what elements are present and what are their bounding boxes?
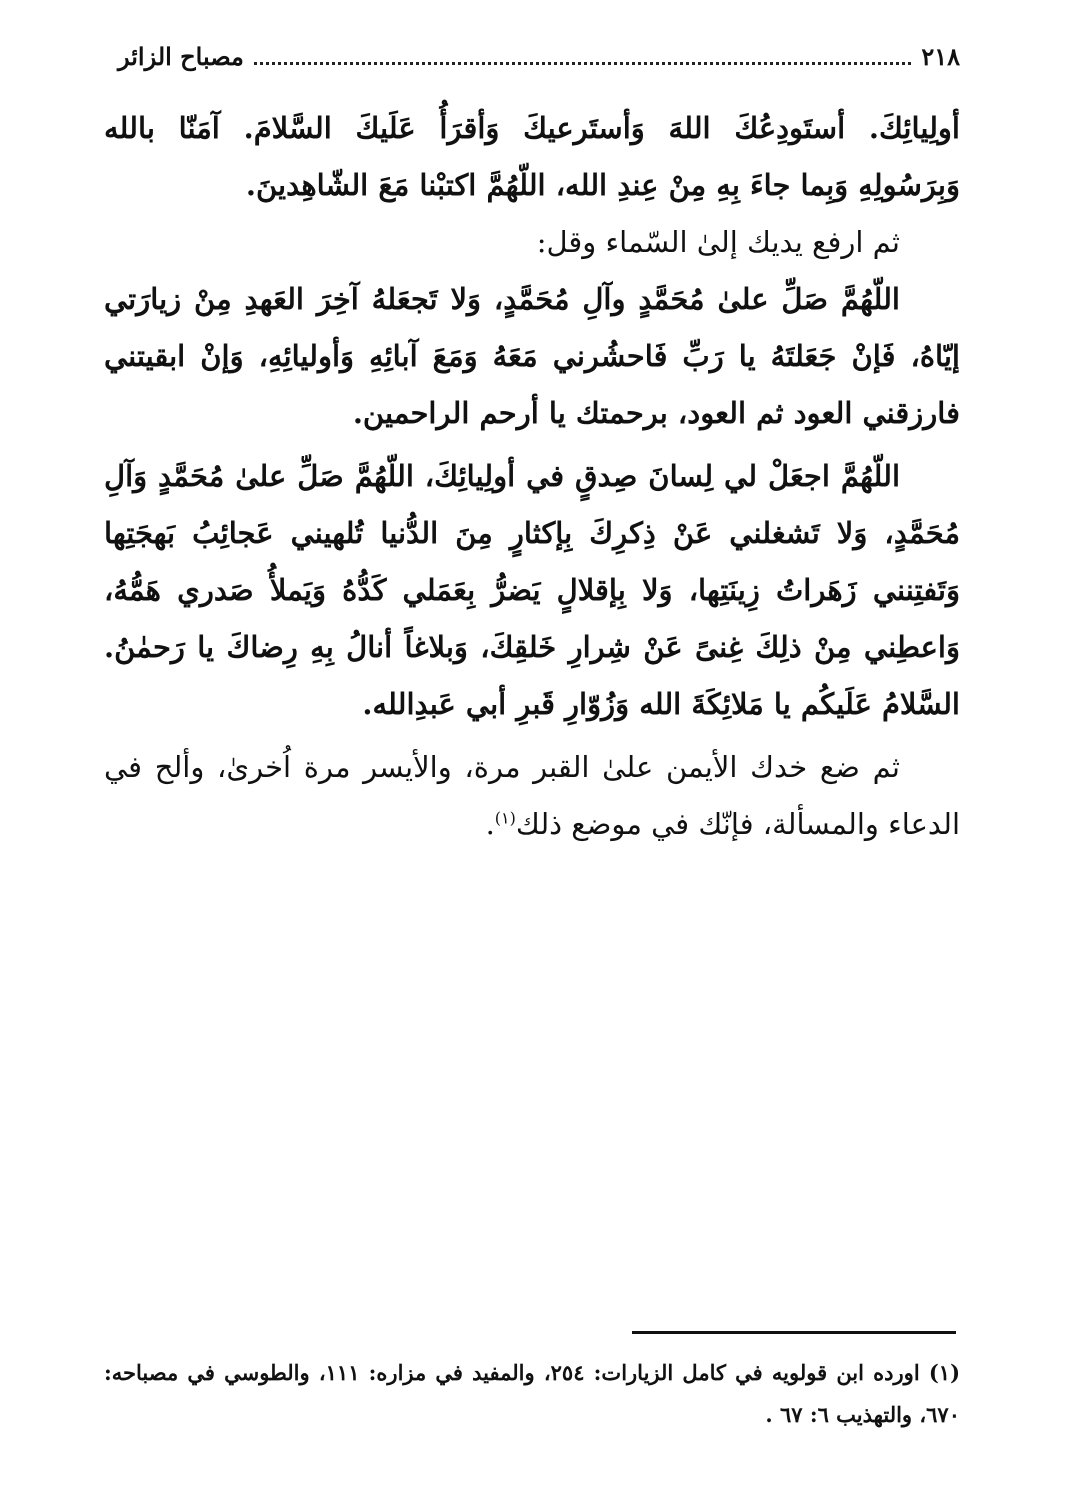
paragraph-instruction-cheek: ثم ضع خدك الأيمن علىٰ القبر مرة، والأيسر مرة اُخرىٰ، وألح في الدعاء والمسألة، فإنّك في موضع ذلك$^{(١)}$. [104,750,960,841]
book-title: مصباح الزائر [118,41,244,71]
paragraph-instruction-raise-hands: ثم ارفع يديك إلىٰ السّماء وقل: [536,225,900,259]
paragraph-prayer-return: اللّهُمَّ صَلِّ علىٰ مُحَمَّدٍ وآلِ مُحَمَّدٍ، وَلا تَجعَلهُ آخِرَ العَهدِ مِنْ زيارَتي إيّاهُ، فَإنْ جَعَلتَهُ يا رَبِّ فَاحشُرني مَعَهُ وَمَعَ آبائِهِ وَأوليائِهِ، وَإنْ ابقيتني فارزقني العود ثم العود، برحمتك يا أرحم الراحمين. [104,282,960,430]
page-number: ٢١٨ [921,41,960,71]
footnote-reference: (١) [494,808,516,828]
header-dot-leader [254,48,911,65]
paragraph-prayer-farewell: أولِيائِكَ. أستَودِعُكَ اللهَ وَأستَرعيكَ وَأقرَأُ عَلَيكَ السَّلامَ. آمَنّا بالله وَبِرَسُولِهِ وَبِما جاءَ بِهِ مِنْ عِندِ الله، اللّهُمَّ اكتبْنا مَعَ الشّاهِدينَ. [104,111,960,202]
page-header [118,36,960,76]
paragraph-instruction-cheek-text: ثم ضع خدك الأيمن علىٰ القبر مرة، والأيسر مرة اُخرىٰ، وألح في الدعاء والمسألة، فإنّك في موضع ذلك [104,750,960,841]
paragraph-prayer-truthful-tongue: اللّهُمَّ اجعَلْ لي لِسانَ صِدقٍ في أولِيائِكَ، اللّهُمَّ صَلِّ علىٰ مُحَمَّدٍ وَآلِ مُحَمَّدٍ، وَلا تَشغلني عَنْ ذِكرِكَ بِإكثارٍ مِنَ الدُّنيا تُلهيني عَجائِبُ بَهجَتِها وَتَفتِنني زَهَراتُ زِينَتِها، وَلا بِإقلالٍ يَضرُّ بِعَمَلي كَدُّهُ وَيَملأُ صَدري هَمُّهُ، وَاعطِني مِنْ ذلِكَ غِنىً عَنْ شِرارِ خَلقِكَ، وَبلاغاً أنالُ بِهِ رِضاكَ يا رَحمٰنُ. السَّلامُ عَلَيكُم يا مَلائِكَةَ الله وَزُوّارِ قَبرِ أبي عَبدِالله. [104,459,960,721]
main-text [104,100,960,853]
footnote-divider [632,1331,956,1334]
footnote-text: (١) اورده ابن قولويه في كامل الزيارات: ٢٥٤، والمفيد في مزاره: ١١١، والطوسي في مصباحه: ٦٧٠، والتهذيب ٦: ٦٧ . [104,1360,960,1427]
